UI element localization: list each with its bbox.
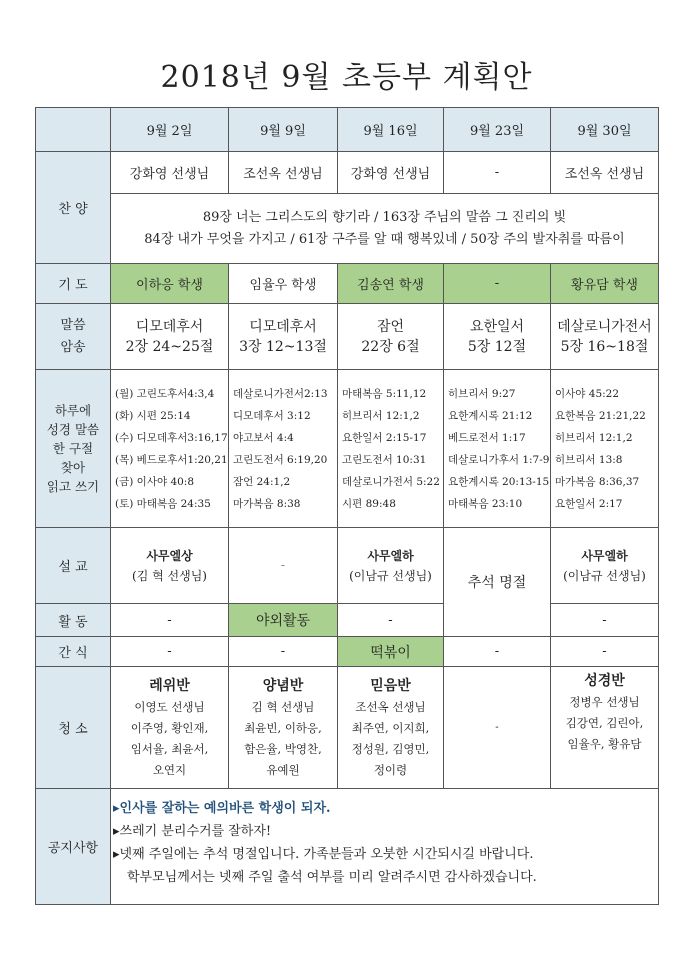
memory-verse: 5장 16~18절 (560, 338, 649, 355)
reading-label-line: 찾아 (60, 460, 86, 475)
prayer-student: 이하응 학생 (111, 264, 229, 304)
notice-row (36, 789, 659, 905)
praise-label: 찬 양 (36, 152, 111, 264)
cleaning-label: 청 소 (36, 667, 111, 789)
notice-list (111, 789, 659, 905)
reading-item: 데살로니가전서2:13 (233, 387, 328, 400)
sermon-label: 설 교 (36, 528, 111, 604)
snack-row (36, 637, 659, 667)
reading-list (551, 370, 659, 528)
reading-item: 히브리서 9:27 (448, 387, 516, 400)
praise-leader: 조선옥 선생님 (551, 152, 659, 194)
snack-label: 간 식 (36, 637, 111, 667)
memory-book: 잠언 (376, 318, 405, 335)
memory-verse: 3장 12~13절 (239, 338, 327, 355)
cleaning-team (338, 667, 444, 789)
date-row (36, 108, 659, 152)
team-member: 이주영, 황인재, (130, 721, 209, 735)
memory-row (36, 304, 659, 370)
reading-item: 잠언 24:1,2 (233, 475, 291, 488)
team-member: 정성원, 김영민, (351, 742, 430, 756)
team-member: 오연지 (152, 763, 187, 777)
reading-item: (월) 고린도후서4:3,4 (115, 387, 215, 400)
notice-item: ▸쓰레기 분리수거를 잘하자! (113, 824, 272, 839)
team-member: 최주연, 이지희, (351, 721, 430, 735)
memory-verse: 5장 12절 (467, 338, 527, 355)
reading-item: 요한계시록 20:13-15 (448, 475, 550, 488)
cleaning-team (551, 667, 659, 789)
hymn-row (36, 194, 659, 264)
corner-cell (36, 108, 111, 152)
reading-item: (금) 이사야 40:8 (115, 475, 195, 488)
reading-item: 마태복음 5:11,12 (342, 387, 427, 400)
notice-label: 공지사항 (36, 789, 111, 905)
reading-label (36, 370, 111, 528)
reading-item: (화) 시편 25:14 (115, 409, 191, 422)
snack-cell: - (229, 637, 338, 667)
date-header: 9월 9일 (229, 108, 338, 152)
reading-item: 데살로니가전서 5:22 (342, 475, 440, 488)
team-member: 이영도 선생님 (134, 700, 205, 714)
praise-leader-row (36, 152, 659, 194)
date-header: 9월 16일 (338, 108, 444, 152)
hymn-line: 89장 너는 그리스도의 향기라 / 163장 주님의 말씀 그 진리의 빛 (202, 209, 567, 225)
team-member: 임율우, 황유담 (567, 737, 642, 751)
reading-item: 마가복음 8:38 (233, 497, 301, 510)
reading-item: 요한계시록 21:12 (448, 409, 533, 422)
date-header: 9월 23일 (444, 108, 551, 152)
team-member: 임서율, 최윤서, (130, 742, 209, 756)
reading-item: (목) 베드로후서1:20,21 (115, 453, 228, 466)
reading-item: 이사야 45:22 (555, 387, 620, 400)
memory-book: 디모데후서 (135, 318, 204, 335)
team-name: 레위반 (149, 678, 190, 694)
activity-cell: - (551, 604, 659, 637)
reading-item: 마가복음 8:36,37 (555, 475, 640, 488)
date-header: 9월 2일 (111, 108, 229, 152)
memory-verse: 22장 6절 (361, 338, 420, 355)
memory-cell (338, 304, 444, 370)
team-member: 김 혁 선생님 (251, 700, 315, 714)
reading-item: 시편 89:48 (342, 497, 396, 510)
reading-row (36, 370, 659, 528)
reading-item: 히브리서 12:1,2 (555, 431, 633, 444)
prayer-student: 황유담 학생 (551, 264, 659, 304)
sermon-title: 사무엘상 (146, 548, 193, 563)
snack-cell: - (111, 637, 229, 667)
activity-row (36, 604, 659, 637)
chuseok-cell: 추석 명절 (444, 528, 551, 637)
team-member: 최윤빈, 이하응, (244, 721, 322, 735)
reading-label-line: 읽고 쓰기 (46, 479, 100, 494)
snack-cell: 떡볶이 (338, 637, 444, 667)
activity-cell: 야외활동 (229, 604, 338, 637)
memory-book: 디모데후서 (249, 318, 317, 335)
reading-label-line: 하루에 (54, 403, 92, 418)
prayer-label: 기 도 (36, 264, 111, 304)
reading-label-line: 한 구절 (52, 441, 94, 456)
reading-item: 마태복음 23:10 (448, 497, 523, 510)
date-header: 9월 30일 (551, 108, 659, 152)
notice-item: 학부모님께서는 넷째 주일 출석 여부를 미리 알려주시면 감사하겠습니다. (127, 870, 537, 885)
memory-label (36, 304, 111, 370)
reading-item: 히브리서 12:1,2 (342, 409, 420, 422)
prayer-student: - (444, 264, 551, 304)
sermon-cell (111, 528, 229, 604)
memory-cell (444, 304, 551, 370)
praise-leader: 강화영 선생님 (111, 152, 229, 194)
reading-item: (토) 마태복음 24:35 (115, 497, 211, 510)
reading-item: 요한일서 2:15-17 (342, 431, 427, 444)
team-name: 믿음반 (370, 678, 411, 694)
memory-cell (229, 304, 338, 370)
page-title: 2018년 9월 초등부 계획안 (160, 60, 533, 95)
reading-list (444, 370, 551, 528)
team-member: 정병우 선생님 (569, 695, 640, 709)
reading-item: 고린도전서 10:31 (342, 453, 427, 466)
sermon-speaker: (김 혁 선생님) (132, 568, 207, 583)
activity-label: 활 동 (36, 604, 111, 637)
notice-item: ▸인사를 잘하는 예의바른 학생이 되자. (113, 801, 331, 816)
cleaning-team (229, 667, 338, 789)
reading-item: 베드로전서 1:17 (448, 431, 526, 444)
activity-cell: - (111, 604, 229, 637)
team-member: 유예원 (266, 763, 300, 777)
memory-cell (551, 304, 659, 370)
reading-list (229, 370, 338, 528)
cleaning-team (111, 667, 229, 789)
cleaning-row (36, 667, 659, 789)
praise-leader: - (444, 152, 551, 194)
reading-item: 야고보서 4:4 (233, 431, 294, 444)
team-member: 정이령 (373, 763, 408, 777)
team-member: 김강연, 김린아, (565, 716, 644, 730)
team-member: 함은율, 박영찬, (244, 742, 322, 756)
reading-item: 요한복음 21:21,22 (555, 409, 646, 422)
sermon-row (36, 528, 659, 604)
praise-leader: 강화영 선생님 (338, 152, 444, 194)
reading-list (111, 370, 229, 528)
snack-cell: - (444, 637, 551, 667)
reading-item: (수) 디모데후서3:16,17 (115, 431, 228, 444)
plan-table (35, 107, 659, 905)
reading-item: 데살로니가후서 1:7-9 (448, 453, 550, 466)
team-name: 성경반 (584, 673, 625, 689)
cleaning-team: - (444, 667, 551, 789)
hymn-list (111, 194, 659, 264)
memory-label-line: 암송 (60, 339, 86, 355)
sermon-speaker: (이남규 선생님) (349, 568, 432, 583)
memory-book: 데살로니가전서 (557, 318, 652, 335)
reading-item: 요한일서 2:17 (555, 497, 623, 510)
sermon-title: 사무엘하 (367, 548, 414, 563)
sermon-title: 사무엘하 (581, 548, 628, 563)
team-member: 조선옥 선생님 (355, 700, 426, 714)
prayer-row (36, 264, 659, 304)
prayer-student: 임율우 학생 (229, 264, 338, 304)
sermon-cell (338, 528, 444, 604)
reading-label-line: 성경 말씀 (46, 422, 100, 437)
activity-cell: - (338, 604, 444, 637)
praise-leader: 조선옥 선생님 (229, 152, 338, 194)
memory-book: 요한일서 (469, 318, 525, 335)
hymn-line: 84장 내가 무엇을 가지고 / 61장 구주를 알 때 행복있네 / 50장 주의 발자취를 따름이 (144, 231, 625, 247)
reading-list (338, 370, 444, 528)
sermon-cell: - (229, 528, 338, 604)
team-name: 양념반 (262, 678, 304, 694)
snack-cell: - (551, 637, 659, 667)
sermon-speaker: (이남규 선생님) (563, 568, 646, 583)
reading-item: 디모데후서 3:12 (233, 409, 311, 422)
sermon-cell (551, 528, 659, 604)
reading-item: 고린도전서 6:19,20 (233, 453, 328, 466)
prayer-student: 김송연 학생 (338, 264, 444, 304)
notice-item: ▸넷째 주일에는 추석 명절입니다. 가족분들과 오붓한 시간되시길 바랍니다. (113, 847, 534, 862)
memory-label-line: 말씀 (60, 317, 86, 333)
memory-cell (111, 304, 229, 370)
reading-item: 히브리서 13:8 (555, 453, 623, 466)
memory-verse: 2장 24~25절 (125, 338, 214, 355)
